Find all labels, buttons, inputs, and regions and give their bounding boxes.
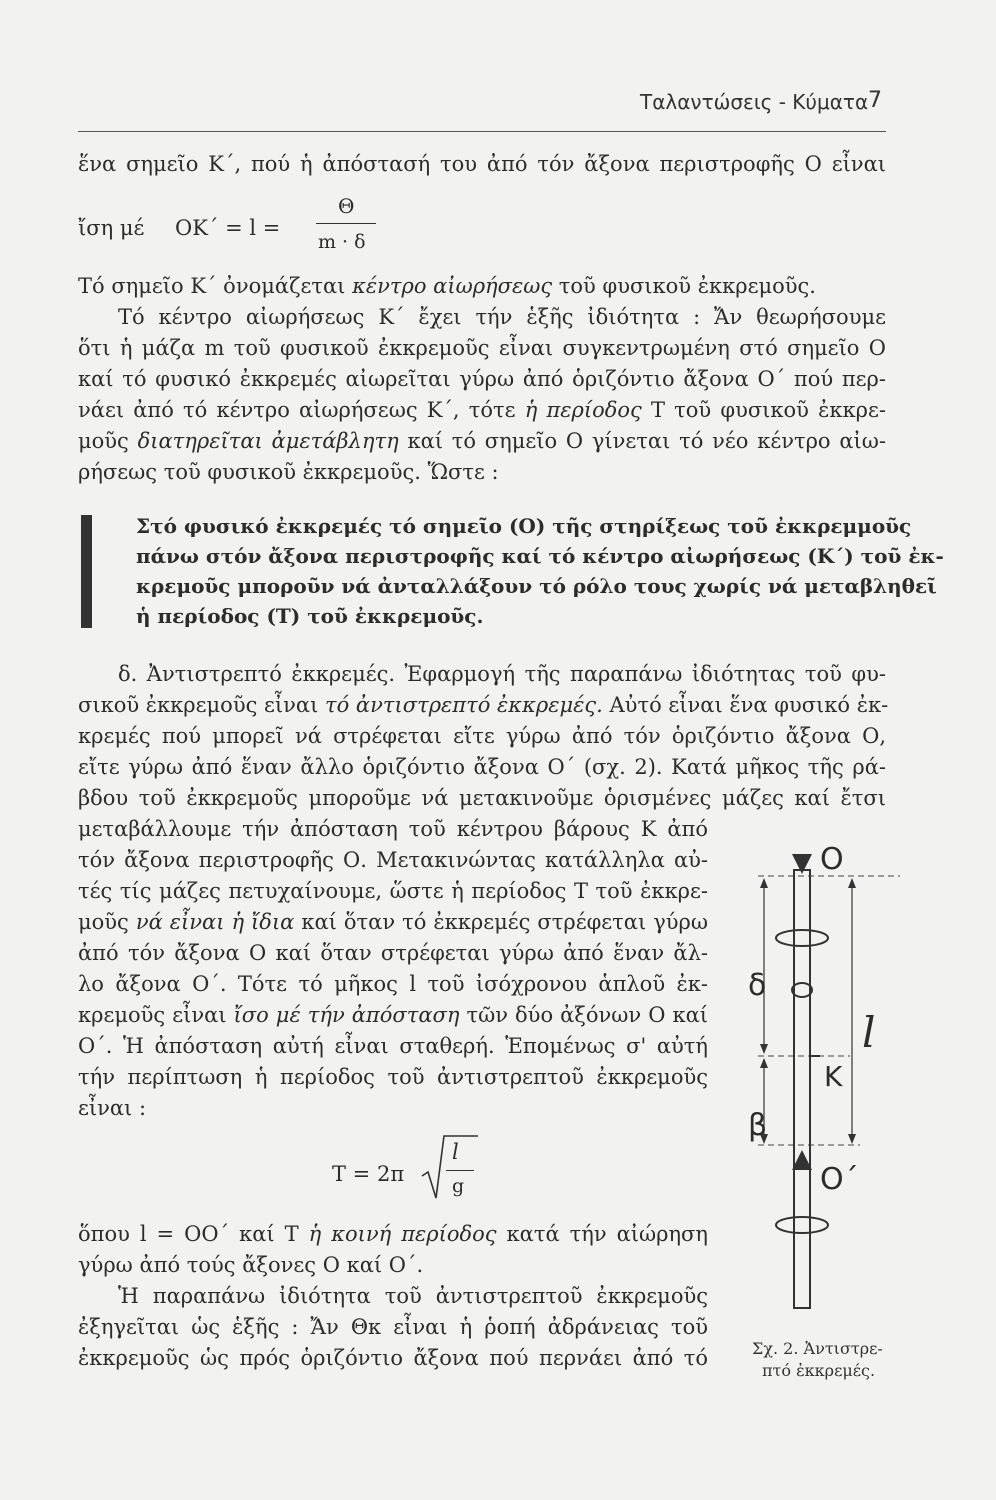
text-line: Ο΄. Ἡ ἀπόσταση αὐτή εἶναι σταθερή. Ἑπομένως σ' αὐτή <box>78 1034 708 1058</box>
formula-denominator: m · δ <box>318 231 366 253</box>
text-line: Ἡ παραπάνω ἰδιότητα τοῦ ἀντιστρεπτοῦ ἐκκρεμοῦς <box>118 1284 708 1308</box>
text-line: μοῦς διατηρεῖται ἀμετάβλητη καί τό σημεῖο Ο γίνεται τό νέο κέντρο αἰω- <box>78 429 886 453</box>
text-line: Τό σημεῖο Κ΄ ὀνομάζεται κέντρο αἰωρήσεως τοῦ φυσικοῦ ἐκκρεμοῦς. <box>78 274 816 298</box>
text-line: κρεμοῦς εἶναι ἴσο μέ τήν ἀπόσταση τῶν δύο ἀξόνων Ο καί <box>78 1003 708 1027</box>
sqrt-sign <box>420 1132 480 1202</box>
fraction-bar <box>446 1170 474 1171</box>
text-line: σικοῦ ἐκκρεμοῦς εἶναι τό ἀντιστρεπτό ἐκκρεμές. Αὐτό εἶναι ἕνα φυσικό ἐκ- <box>78 693 889 717</box>
text-line: ἕνα σημεῖο Κ΄, πού ἡ ἀπόστασή του ἀπό τόν ἄξονα περιστροφῆς Ο εἶναι <box>78 152 886 176</box>
text-line: τές τίς μάζες πετυχαίνουμε, ὥστε ἡ περίοδος Τ τοῦ ἐκκρε- <box>78 879 708 903</box>
text-line: μεταβάλλουμε τήν ἀπόσταση τοῦ κέντρου βάρους Κ ἀπό <box>78 817 708 841</box>
figure-label-l: l <box>862 1008 876 1057</box>
text-line: νάει ἀπό τό κέντρο αἰωρήσεως Κ΄, τότε ἡ περίοδος Τ τοῦ φυσικοῦ ἐκκρε- <box>78 398 886 422</box>
figure-label-beta: β <box>748 1108 768 1143</box>
figure-label-O-prime: O΄ <box>820 1162 859 1197</box>
text-line: λο ἄξονα Ο΄. Τότε τό μῆκος l τοῦ ἰσόχρονου ἁπλοῦ ἐκ- <box>78 972 708 996</box>
highlight-line: ἡ περίοδος (Τ) τοῦ ἐκκρεμοῦς. <box>136 604 484 628</box>
running-header: Ταλαντώσεις - Κύματα <box>640 90 869 114</box>
text-line: τόν ἄξονα περιστροφῆς Ο. Μετακινώντας κατάλληλα αὐ- <box>78 848 708 872</box>
highlight-line: κρεμοῦς μποροῦν νά ἀνταλλάξουν τό ρόλο τους χωρίς νά μεταβληθεῖ <box>136 574 937 598</box>
text-line: βδου τοῦ ἐκκρεμοῦς μποροῦμε νά μετακινοῦμε ὁρισμένες μάζες καί ἔτσι <box>78 786 886 810</box>
section-heading-line: δ. Ἀντιστρεπτό ἐκκρεμές. Ἐφαρμογή τῆς παραπάνω ἰδιότητας τοῦ φυ- <box>118 662 886 686</box>
formula-period-left: Τ = 2π <box>332 1162 405 1186</box>
text-line: μοῦς νά εἶναι ἡ ἴδια καί ὅταν τό ἐκκρεμές στρέφεται γύρω <box>78 910 709 934</box>
text-line: κρεμές πού μπορεῖ νά στρέφεται εἴτε γύρω ἀπό τόν ὁριζόντιο ἄξονα Ο, <box>78 724 886 748</box>
figure-label-delta: δ <box>748 968 767 1003</box>
figure-label-K: K <box>824 1060 843 1093</box>
formula-left: ΟΚ΄ = l = <box>175 216 281 240</box>
text-line: ἐξηγεῖται ὡς ἑξῆς : Ἄν Θκ εἶναι ἡ ῥοπή ἀδράνειας τοῦ <box>78 1315 708 1339</box>
text-line: Τό κέντρο αἰωρήσεως Κ΄ ἔχει τήν ἑξῆς ἰδιότητα : Ἄν θεωρήσουμε <box>118 305 886 329</box>
text-line: ὅπου l = ΟΟ΄ καί Τ ἡ κοινή περίοδος κατά τήν αἰώρηση <box>78 1222 708 1246</box>
text-line: ἀπό τόν ἄξονα Ο καί ὅταν στρέφεται γύρω ἀπό ἕναν ἄλ- <box>78 941 708 965</box>
text-line: εἶναι : <box>78 1096 147 1120</box>
highlight-line: Στό φυσικό ἐκκρεμές τό σημεῖο (Ο) τῆς στηρίξεως τοῦ ἐκκρεμμοῦς <box>136 514 912 538</box>
text-line: ὅτι ἡ μάζα m τοῦ φυσικοῦ ἐκκρεμοῦς εἶναι συγκεντρωμένη στό σημεῖο Ο <box>78 336 886 360</box>
text-line: γύρω ἀπό τούς ἄξονες Ο καί Ο΄. <box>78 1253 424 1277</box>
page-number: 7 <box>868 88 882 113</box>
formula-numerator: l <box>452 1140 459 1164</box>
highlight-bar <box>81 515 92 628</box>
formula-numerator: Θ <box>338 194 355 218</box>
figure-label-O: O <box>820 842 844 877</box>
fraction-bar <box>316 223 376 224</box>
text-line: τήν περίπτωση ἡ περίοδος τοῦ ἀντιστρεπτοῦ ἐκκρεμοῦς <box>78 1065 708 1089</box>
text-line: εἴτε γύρω ἀπό ἕναν ἄλλο ὁριζόντιο ἄξονα Ο΄ (σχ. 2). Κατά μῆκος τῆς ρά- <box>78 755 886 779</box>
figure-caption: πτό ἐκκρεμές. <box>762 1361 876 1380</box>
figure-caption: Σχ. 2. Ἀντιστρε- <box>752 1339 883 1358</box>
text-line: ρήσεως τοῦ φυσικοῦ ἐκκρεμοῦς. Ὥστε : <box>78 460 499 484</box>
text-line: ἴση μέ <box>78 216 145 240</box>
header-rule <box>78 131 886 132</box>
text-line: ἐκκρεμοῦς ὡς πρός ὁριζόντιο ἄξονα πού περνάει ἀπό τό <box>78 1346 708 1370</box>
text-line: καί τό φυσικό ἐκκρεμές αἰωρεῖται γύρω ἀπό ὁριζόντιο ἄξονα Ο΄ πού περ- <box>78 367 886 391</box>
formula-denominator: g <box>452 1175 465 1197</box>
highlight-line: πάνω στόν ἄξονα περιστροφῆς καί τό κέντρο αἰωρήσεως (Κ΄) τοῦ ἐκ- <box>136 544 944 568</box>
